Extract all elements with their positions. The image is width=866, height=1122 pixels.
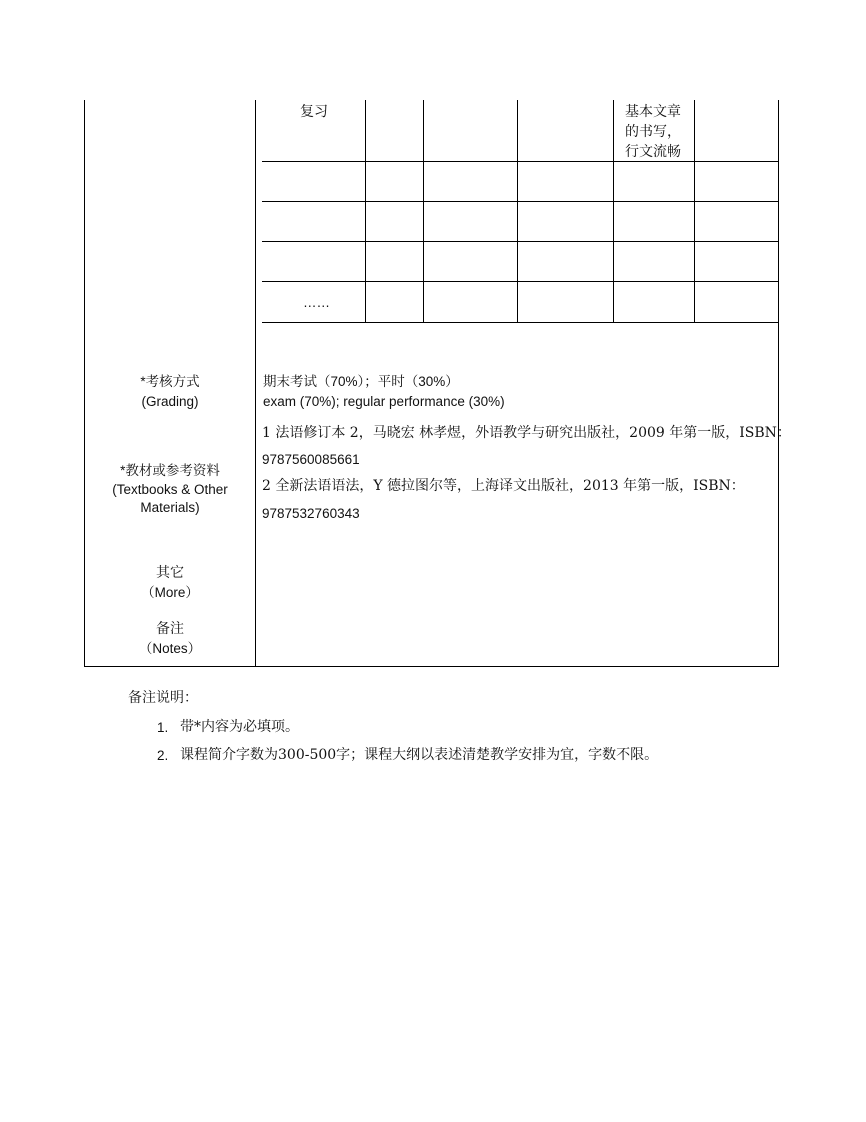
textbook-item: 1 法语修订本 2，马晓宏 林孝煜，外语教学与研究出版社，2009 年第一版，ISBN： bbox=[262, 425, 791, 441]
schedule-row-line bbox=[262, 161, 778, 162]
notes-label-en: （Notes） bbox=[138, 641, 202, 656]
textbook-item: 2 全新法语语法，Y 德拉图尔等，上海译文出版社，2013 年第一版，ISBN： bbox=[262, 478, 745, 494]
more-label-cn: 其它 bbox=[156, 565, 184, 581]
schedule-ellipsis: …… bbox=[303, 295, 330, 310]
schedule-row-line bbox=[262, 201, 778, 202]
more-label-en: （More） bbox=[141, 585, 199, 600]
remarks-title: 备注说明： bbox=[128, 690, 198, 706]
table-left-border bbox=[84, 100, 85, 667]
schedule-cell-content-line: 的书写， bbox=[625, 124, 681, 140]
remark-number: 2. bbox=[157, 748, 169, 763]
schedule-cell-content-line: 基本文章 bbox=[625, 104, 681, 120]
textbook-isbn: 9787532760343 bbox=[262, 506, 360, 521]
textbooks-label-en: (Textbooks & Other bbox=[112, 482, 228, 497]
label-column-divider bbox=[255, 100, 256, 667]
schedule-row-line bbox=[262, 322, 778, 323]
grading-label-cn: *考核方式 bbox=[140, 374, 200, 389]
notes-label-cn: 备注 bbox=[156, 621, 184, 637]
grading-label-en: (Grading) bbox=[141, 394, 199, 409]
remark-text: 带*内容为必填项。 bbox=[180, 719, 299, 735]
textbook-isbn: 9787560085661 bbox=[262, 452, 360, 467]
table-bottom-border bbox=[84, 666, 779, 667]
schedule-row-line bbox=[262, 241, 778, 242]
grading-value-cn: 期末考试（70%）；平时（30%） bbox=[263, 374, 459, 389]
textbooks-label-cn: *教材或参考资料 bbox=[120, 463, 220, 478]
grading-value-en: exam (70%); regular performance (30%) bbox=[263, 394, 505, 409]
table-right-border bbox=[778, 100, 779, 667]
schedule-col-line bbox=[694, 100, 695, 323]
schedule-cell-week: 复习 bbox=[300, 104, 328, 120]
schedule-col-line bbox=[423, 100, 424, 323]
textbooks-label-en: Materials) bbox=[140, 500, 200, 515]
schedule-cell-content-line: 行文流畅 bbox=[625, 144, 681, 160]
remark-number: 1. bbox=[157, 720, 169, 735]
schedule-row-line bbox=[262, 281, 778, 282]
schedule-col-line bbox=[365, 100, 366, 323]
schedule-col-line bbox=[517, 100, 518, 323]
schedule-col-line bbox=[613, 100, 614, 323]
remark-text: 课程简介字数为300-500字；课程大纲以表述清楚教学安排为宜，字数不限。 bbox=[180, 747, 659, 763]
